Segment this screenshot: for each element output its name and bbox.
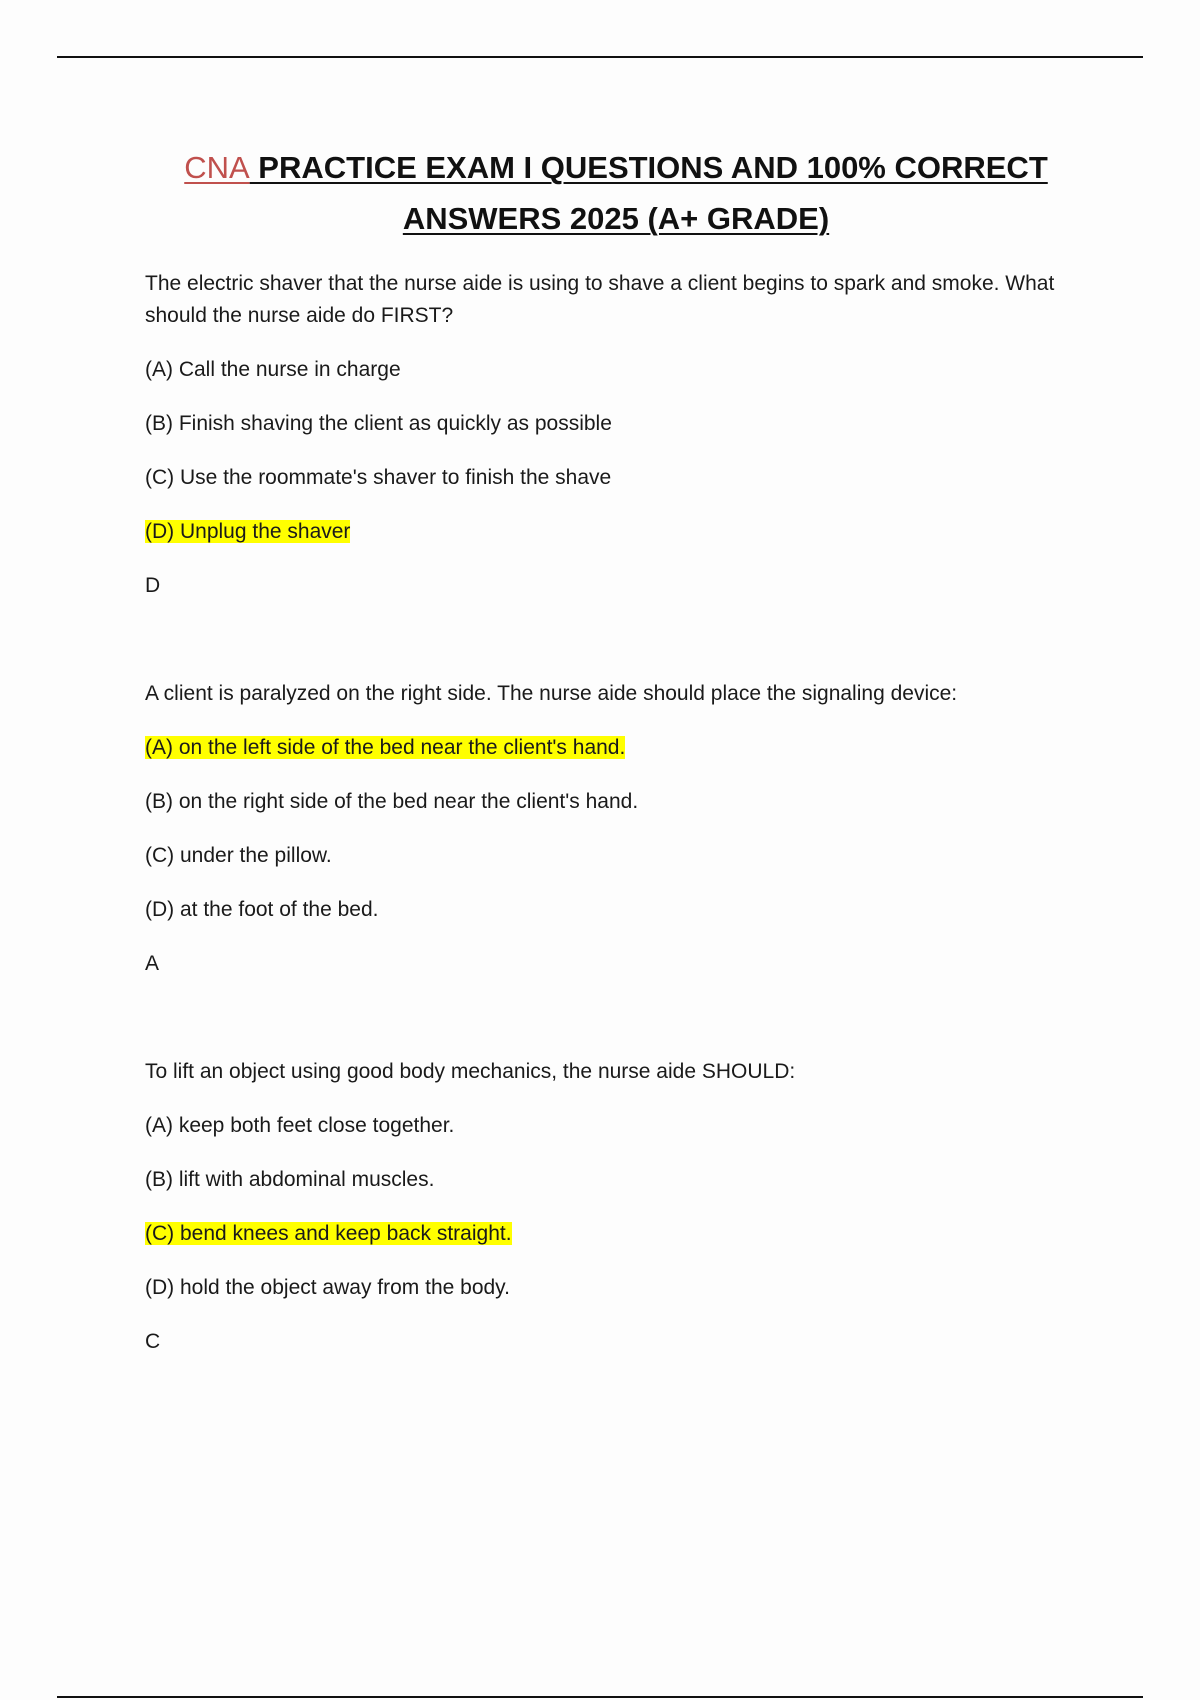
option-c-highlighted: (C) bend knees and keep back straight.	[145, 1222, 512, 1245]
option-d: (D) hold the object away from the body.	[145, 1276, 510, 1299]
title-brand: CNA	[184, 150, 250, 185]
question-text: To lift an object using good body mechanics, the nurse aide SHOULD:	[145, 1060, 796, 1083]
answer-key: A	[145, 952, 160, 975]
option-b: (B) on the right side of the bed near the client's hand.	[145, 790, 639, 813]
option-a: (A) Call the nurse in charge	[145, 358, 401, 381]
option-b: (B) Finish shaving the client as quickly as possible	[145, 412, 612, 435]
question-3	[145, 1056, 1065, 1358]
option-a: (A) keep both feet close together.	[145, 1114, 455, 1137]
top-rule	[57, 56, 1143, 58]
option-d: (D) at the foot of the bed.	[145, 898, 379, 921]
bottom-rule	[57, 1696, 1143, 1698]
option-b: (B) lift with abdominal muscles.	[145, 1168, 435, 1191]
question-text: The electric shaver that the nurse aide is using to shave a client begins to spark and smoke. What should the nurse aide do FIRST?	[145, 272, 1055, 327]
answer-key: C	[145, 1330, 161, 1353]
option-d-highlighted: (D) Unplug the shaver	[145, 520, 351, 543]
title-line1: PRACTICE EXAM I QUESTIONS AND 100% CORRECT	[249, 150, 1048, 185]
question-text: A client is paralyzed on the right side. The nurse aide should place the signaling device:	[145, 682, 958, 705]
page-title	[0, 142, 1200, 244]
option-c: (C) Use the roommate's shaver to finish the shave	[145, 466, 612, 489]
option-c: (C) under the pillow.	[145, 844, 332, 867]
question-1	[145, 268, 1065, 602]
question-2	[145, 678, 1065, 980]
option-a-highlighted: (A) on the left side of the bed near the client's hand.	[145, 736, 626, 759]
title-line2: ANSWERS 2025 (A+ GRADE)	[402, 201, 830, 236]
questions-list	[145, 268, 1065, 1358]
answer-key: D	[145, 574, 161, 597]
